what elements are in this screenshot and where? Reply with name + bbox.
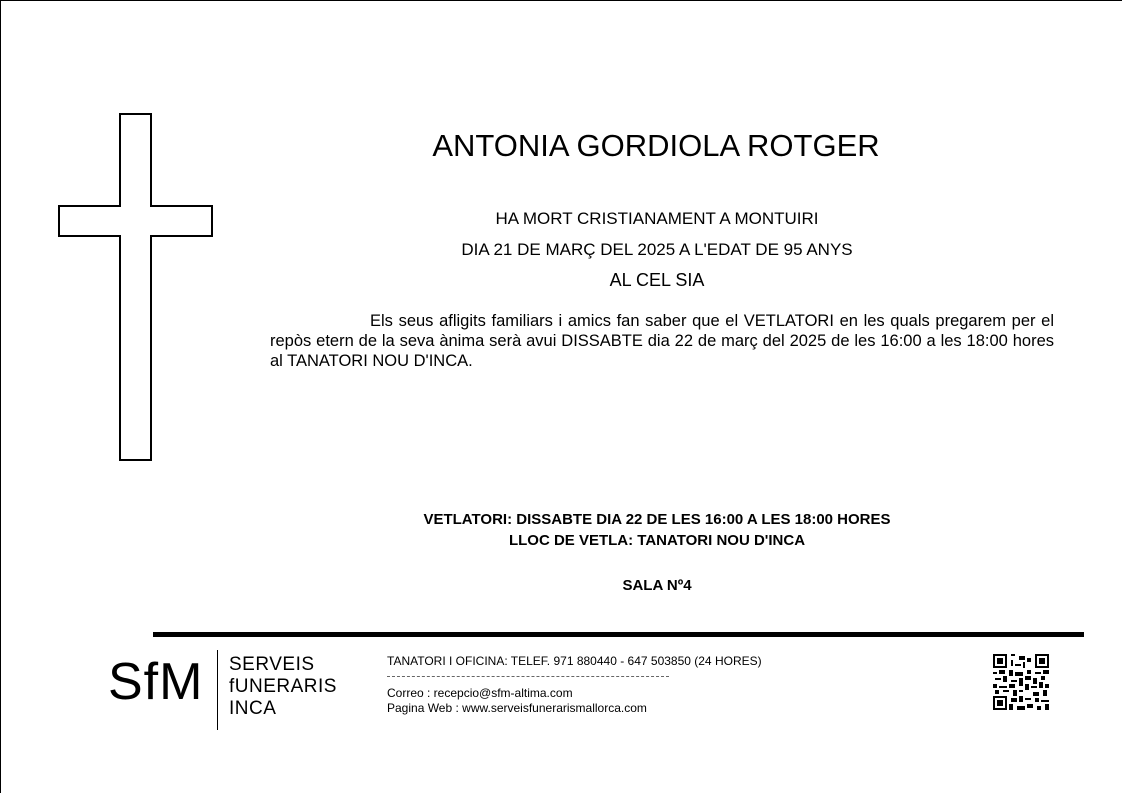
sfm-logo-mark: SfM bbox=[108, 653, 204, 711]
death-place-line: HA MORT CRISTIANAMENT A MONTUIRI bbox=[495, 209, 819, 228]
contact-email[interactable]: Correo : recepcio@sfm-altima.com bbox=[387, 686, 573, 700]
logo-line-1: SERVEIS bbox=[229, 654, 315, 675]
vigil-room: SALA Nº4 bbox=[622, 577, 692, 594]
footer-rule bbox=[153, 632, 1084, 637]
contact-phones: TANATORI I OFICINA: TELEF. 971 880440 - 647 503850 (24 HORES) bbox=[387, 654, 762, 668]
announcement-text: Els seus afligits familiars i amics fan saber que el VETLATORI en les quals pregarem per el repòs etern de la seva ànima serà avui DISSABTE dia 22 de març del 2025 de les 16:00 a les 18:00 hores al TANATORI NOU D'INCA. bbox=[270, 312, 1054, 370]
logo-line-2: fUNERARIS bbox=[229, 676, 337, 697]
qr-code-icon[interactable] bbox=[993, 654, 1049, 710]
vigil-place: LLOC DE VETLA: TANATORI NOU D'INCA bbox=[508, 532, 806, 549]
sfm-logo-text bbox=[229, 654, 337, 720]
logo-line-3: INCA bbox=[229, 698, 277, 719]
deceased-name: ANTONIA GORDIOLA ROTGER bbox=[432, 128, 880, 163]
logo-divider bbox=[217, 650, 218, 730]
vigil-time: VETLATORI: DISSABTE DIA 22 DE LES 16:00 A LES 18:00 HORES bbox=[423, 511, 891, 528]
cross-icon bbox=[57, 112, 214, 462]
al-cel-sia: AL CEL SIA bbox=[609, 270, 705, 290]
death-date-line: DIA 21 DE MARÇ DEL 2025 A L'EDAT DE 95 ANYS bbox=[461, 240, 853, 259]
contact-web[interactable]: Pagina Web : www.serveisfunerarismallorca.com bbox=[387, 701, 647, 715]
announcement-paragraph bbox=[270, 311, 1054, 371]
contact-divider bbox=[387, 676, 669, 677]
